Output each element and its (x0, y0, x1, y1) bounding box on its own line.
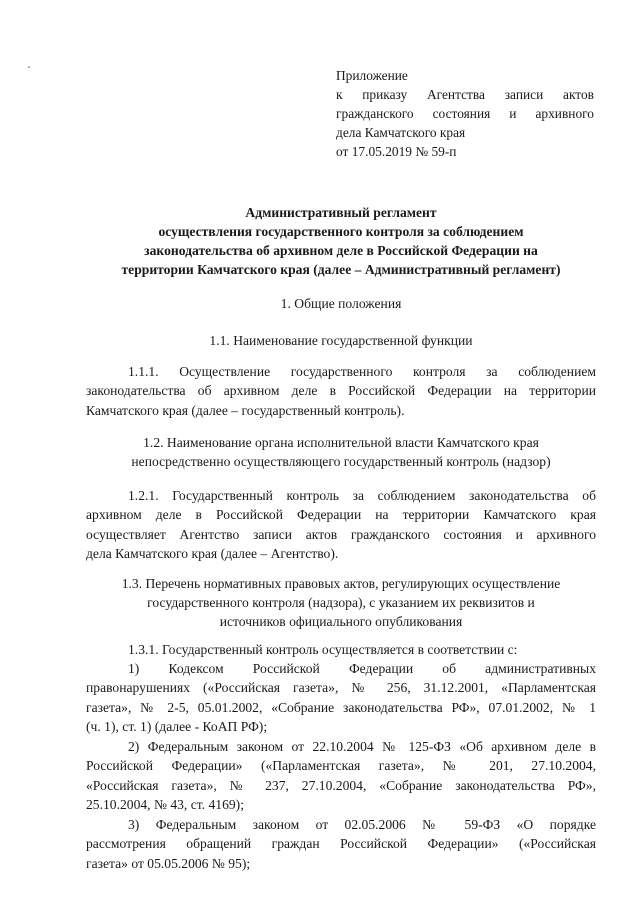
paragraph-line: Российской Федерации» («Парламентская газета», № 201, 27.10.2004, (86, 758, 596, 774)
paragraph-line: дела Камчатского края (далее – Агентство). (86, 546, 339, 562)
section-heading-1-2: 1.2. Наименование органа исполнительной власти Камчатского края непосредственно осуществляющего государственный контроль (надзор) (131, 435, 551, 469)
scan-speck (28, 66, 30, 68)
title-line: законодательства об архивном деле в Российской Федерации на (144, 243, 538, 258)
paragraph-1-3-1 (86, 640, 596, 659)
appendix-line: дела Камчатского края (336, 125, 466, 140)
paragraph-1-2-1 (86, 486, 596, 564)
list-item-3 (86, 815, 596, 873)
list-item-1 (86, 659, 596, 737)
paragraph-line: 1.2.1. Государственный контроль за соблюдением законодательства об (128, 488, 596, 503)
paragraph-line: 1) Кодексом Российской Федерации об административных (128, 661, 596, 676)
paragraph-line: законодательства об архивном деле в Российской Федерации на территории (86, 383, 596, 399)
paragraph-line: газета», № 2-5, 05.01.2002, «Собрание законодательства РФ», 07.01.2002, № 1 (86, 699, 596, 715)
document-title (86, 203, 596, 279)
paragraph-line: 3) Федеральным законом от 02.05.2006 № 59-ФЗ «О порядке (128, 817, 596, 832)
section-heading-1-3: 1.3. Перечень нормативных правовых актов, регулирующих осуществление государственного контроля (надзора), с указанием их реквизитов и источников официального опубликования (121, 576, 561, 629)
title-line: осуществления государственного контроля за соблюдением (158, 224, 524, 239)
appendix-header (336, 66, 594, 161)
paragraph-line: осуществляет Агентство записи актов гражданского состояния и архивного (86, 526, 596, 542)
appendix-line: от 17.05.2019 № 59-п (336, 144, 457, 159)
appendix-line: гражданского состояния и архивного (336, 106, 594, 121)
paragraph-line: Камчатского края (далее – государственный контроль). (86, 402, 405, 418)
paragraph-line: (ч. 1), ст. 1) (далее - КоАП РФ); (86, 719, 268, 735)
title-line: территории Камчатского края (далее – Административный регламент) (121, 262, 561, 277)
title-line: Административный регламент (245, 205, 437, 220)
appendix-line: к приказу Агентства записи актов (336, 87, 594, 102)
paragraph-line: правонарушениях («Российская газета», № 256, 31.12.2001, «Парламентская (86, 680, 596, 696)
paragraph-line: архивном деле в Российской Федерации на территории Камчатского края (86, 507, 596, 523)
section-heading-1: 1. Общие положения (280, 296, 402, 311)
paragraph-line: «Российская газета», № 237, 27.10.2004, «Собрание законодательства РФ», (86, 777, 596, 793)
paragraph-line: газета» от 05.05.2006 № 95); (86, 855, 251, 871)
paragraph-line: 1.3.1. Государственный контроль осуществляется в соответствии с: (128, 642, 518, 657)
paragraph-line: рассмотрения обращений граждан Российской Федерации» («Российская (86, 836, 596, 852)
paragraph-line: 2) Федеральным законом от 22.10.2004 № 125-ФЗ «Об архивном деле в (128, 739, 596, 754)
paragraph-line: 25.10.2004, № 43, ст. 4169); (86, 797, 244, 813)
appendix-line: Приложение (336, 68, 408, 83)
section-heading-1-1: 1.1. Наименование государственной функции (209, 333, 473, 348)
list-item-2 (86, 737, 596, 815)
paragraph-1-1-1 (86, 362, 596, 420)
paragraph-line: 1.1.1. Осуществление государственного контроля за соблюдением (128, 364, 596, 379)
